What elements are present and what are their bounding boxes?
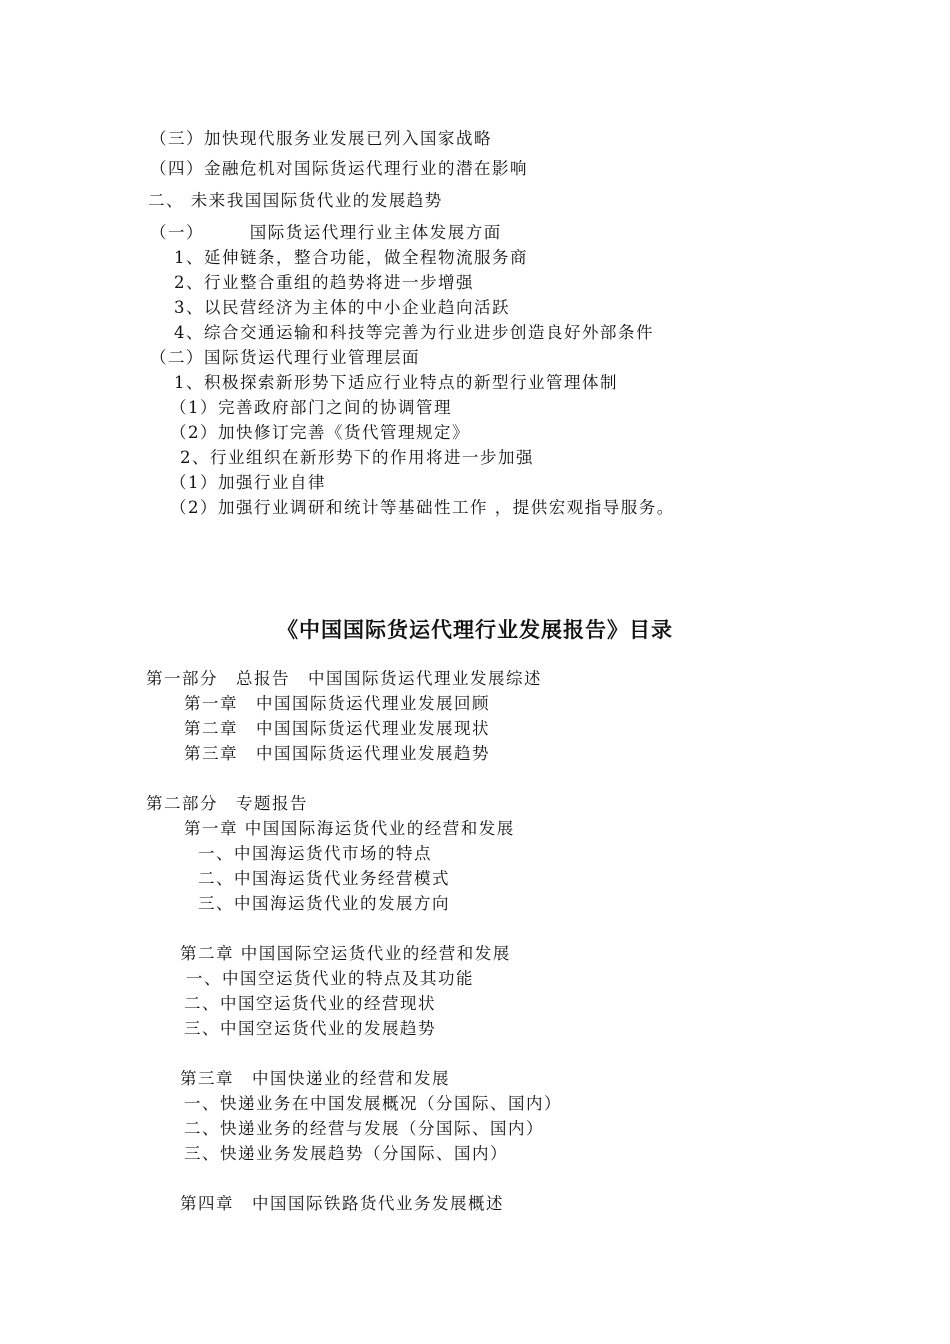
toc-section: 三、中国海运货代业的发展方向 [198, 894, 450, 913]
toc-chapter: 第三章 中国国际货运代理业发展趋势 [184, 744, 490, 763]
outline-subitem-5: 1、积极探索新形势下适应行业特点的新型行业管理体制 [174, 373, 618, 392]
toc-section: 一、中国海运货代市场的特点 [198, 844, 432, 863]
outline-subitem-6: （1）完善政府部门之间的协调管理 [170, 398, 452, 417]
toc-section: 一、中国空运货代业的特点及其功能 [186, 969, 474, 988]
outline-subitem-8: 2、行业组织在新形势下的作用将进一步加强 [180, 448, 534, 467]
toc-part-2: 第二部分 专题报告 [146, 794, 308, 813]
subsection-heading-2: （二）国际货运代理行业管理层面 [150, 348, 420, 367]
outline-subitem-7: （2）加快修订完善《货代管理规定》 [170, 423, 470, 442]
toc-part-1: 第一部分 总报告 中国国际货运代理业发展综述 [146, 669, 542, 688]
outline-subitem-10: （2）加强行业调研和统计等基础性工作 ，提供宏观指导服务。 [170, 498, 675, 517]
toc-section: 二、中国空运货代业的经营现状 [184, 994, 436, 1013]
toc-chapter: 第一章 中国国际货运代理业发展回顾 [184, 694, 490, 713]
toc-title: 《中国国际货运代理行业发展报告》目录 [277, 618, 673, 642]
toc-section: 二、中国海运货代业务经营模式 [198, 869, 450, 888]
toc-section: 一、快递业务在中国发展概况（分国际、国内） [184, 1094, 562, 1113]
toc-chapter: 第二章 中国国际货运代理业发展现状 [184, 719, 490, 738]
toc-section: 二、快递业务的经营与发展（分国际、国内） [184, 1119, 544, 1138]
outline-subitem-3: 3、以民营经济为主体的中小企业趋向活跃 [174, 298, 510, 317]
subsection-heading-1: （一） 国际货运代理行业主体发展方面 [150, 223, 502, 242]
outline-subitem-4: 4、综合交通运输和科技等完善为行业进步创造良好外部条件 [174, 323, 654, 342]
toc-chapter: 第一章 中国国际海运货代业的经营和发展 [184, 819, 515, 838]
toc-section: 三、中国空运货代业的发展趋势 [184, 1019, 436, 1038]
outline-subitem-1: 1、延伸链条，整合功能，做全程物流服务商 [174, 248, 528, 267]
outline-subitem-2: 2、行业整合重组的趋势将进一步增强 [174, 273, 474, 292]
section-heading-2: 二、 未来我国国际货代业的发展趋势 [148, 191, 443, 210]
outline-item-3: （三）加快现代服务业发展已列入国家战略 [150, 129, 492, 148]
toc-section: 三、快递业务发展趋势（分国际、国内） [184, 1144, 508, 1163]
outline-item-4: （四）金融危机对国际货运代理行业的潜在影响 [150, 159, 528, 178]
toc-chapter: 第三章 中国快递业的经营和发展 [180, 1069, 450, 1088]
toc-chapter: 第四章 中国国际铁路货代业务发展概述 [180, 1194, 504, 1213]
toc-chapter: 第二章 中国国际空运货代业的经营和发展 [180, 944, 511, 963]
outline-subitem-9: （1）加强行业自律 [170, 473, 326, 492]
